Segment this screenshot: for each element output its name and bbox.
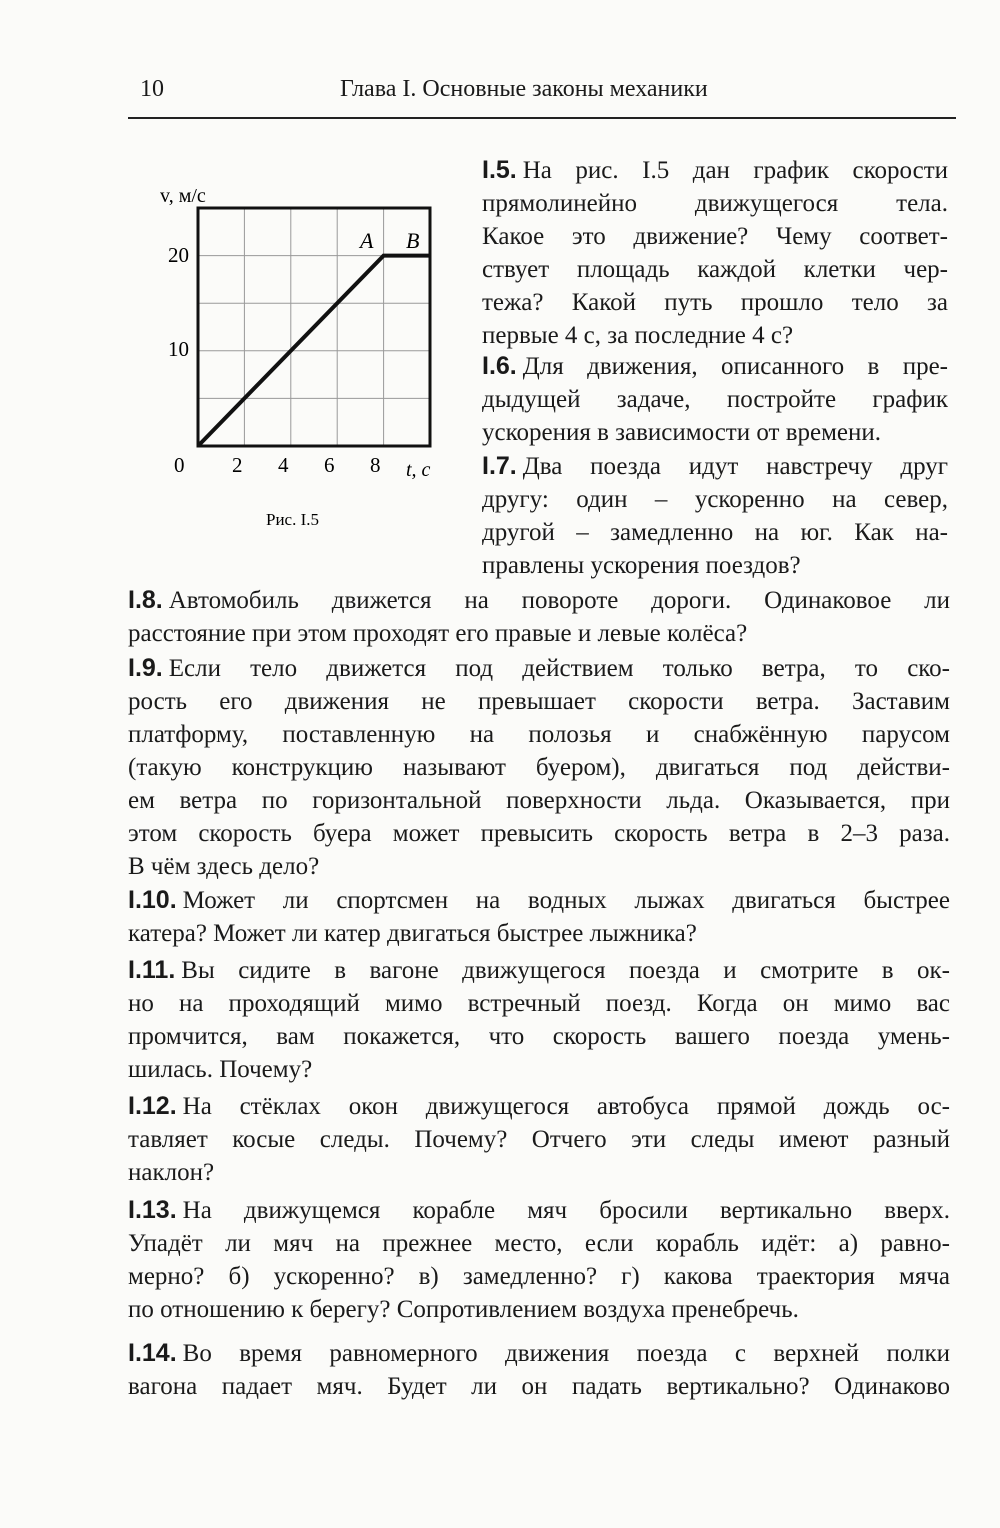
text-line xyxy=(128,1123,950,1156)
text-line xyxy=(482,286,948,319)
figure-velocity-graph xyxy=(150,180,450,540)
problem-I-14 xyxy=(128,1337,950,1403)
text-line xyxy=(128,784,950,817)
y-tick-10: 10 xyxy=(168,337,189,361)
text-line-content: шилась. Почему? xyxy=(128,1056,313,1083)
text-line-content: расстояние при этом проходят его правые и левые колёса? xyxy=(128,620,748,647)
problem-label: I.7. xyxy=(482,452,517,480)
text-line xyxy=(128,987,950,1020)
problem-I-8 xyxy=(128,584,950,650)
text-line xyxy=(128,850,950,883)
text-line-content: На стёклах окон движущегося автобуса прямой дождь ос- xyxy=(182,1093,950,1120)
text-line-content: тежа? Какой путь прошло тело за xyxy=(482,289,948,316)
text-line-content: В чём здесь дело? xyxy=(128,853,320,880)
text-line-content: другой – замедленно на юг. Как на- xyxy=(482,519,948,546)
problem-I-9 xyxy=(128,652,950,883)
text-line xyxy=(128,1090,950,1123)
problem-I-7 xyxy=(482,450,948,582)
problem-I-5 xyxy=(482,154,948,352)
text-line xyxy=(128,617,950,650)
problem-I-10 xyxy=(128,884,950,950)
text-line-content: но на проходящий мимо встречный поезд. Когда он мимо вас xyxy=(128,990,950,1017)
header-rule xyxy=(128,117,956,119)
text-line-content: Во время равномерного движения поезда с верхней полки xyxy=(182,1340,950,1367)
text-line xyxy=(128,1293,950,1326)
text-line xyxy=(128,884,950,917)
text-line xyxy=(482,483,948,516)
text-line xyxy=(128,718,950,751)
text-line-content: вагона падает мяч. Будет ли он падать вертикально? Одинаково xyxy=(128,1373,950,1400)
problem-I-6 xyxy=(482,350,948,449)
x-tick-0: 0 xyxy=(174,453,185,477)
text-line-content: тавляет косые следы. Почему? Отчего эти следы имеют разный xyxy=(128,1126,950,1153)
text-line xyxy=(482,383,948,416)
text-line-content: другу: один – ускоренно на север, xyxy=(482,486,948,513)
text-line xyxy=(482,220,948,253)
x-tick-4: 4 xyxy=(278,453,289,477)
problem-label: I.11. xyxy=(128,956,176,984)
y-tick-20: 20 xyxy=(168,243,189,267)
text-line-content: На рис. I.5 дан график скорости xyxy=(522,157,948,184)
text-line-content: мерно? б) ускоренно? в) замедленно? г) какова траектория мяча xyxy=(128,1263,950,1290)
text-line xyxy=(128,1020,950,1053)
text-line-content: Вы сидите в вагоне движущегося поезда и смотрите в ок- xyxy=(181,957,950,984)
problem-I-12 xyxy=(128,1090,950,1189)
text-line xyxy=(482,319,948,352)
text-line-content: ствует площадь каждой клетки чер- xyxy=(482,256,948,283)
text-line xyxy=(482,549,948,582)
text-line-content: ускорения в зависимости от времени. xyxy=(482,419,882,446)
text-line-content: Если тело движется под действием только ветра, то ско- xyxy=(168,655,950,682)
text-line-content: Какое это движение? Чему соответ- xyxy=(482,223,948,250)
text-line-content: катера? Может ли катер двигаться быстрее лыжника? xyxy=(128,920,697,947)
text-line-content: (такую конструкцию называют буером), двигаться под действи- xyxy=(128,754,950,781)
text-line-content: дыдущей задаче, постройте график xyxy=(482,386,948,413)
text-line xyxy=(128,584,950,617)
text-line-content: правлены ускорения поездов? xyxy=(482,552,801,579)
text-line-content: На движущемся корабле мяч бросили вертикально вверх. xyxy=(182,1197,950,1224)
text-line-content: этом скорость буера может превысить скорость ветра в 2–3 раза. xyxy=(128,820,950,847)
x-tick-8: 8 xyxy=(370,453,381,477)
text-line-content: первые 4 с, за последние 4 с? xyxy=(482,322,794,349)
text-line-content: Автомобиль движется на повороте дороги. Одинаковое ли xyxy=(168,587,950,614)
problem-label: I.12. xyxy=(128,1092,177,1120)
text-line xyxy=(128,1194,950,1227)
text-line xyxy=(128,751,950,784)
text-line xyxy=(482,350,948,383)
text-line xyxy=(128,1370,950,1403)
problem-I-13 xyxy=(128,1194,950,1326)
text-line-content: ем ветра по горизонтальной поверхности льда. Оказывается, при xyxy=(128,787,950,814)
problem-label: I.8. xyxy=(128,586,163,614)
text-line xyxy=(128,1227,950,1260)
text-line-content: рость его движения не превышает скорости ветра. Заставим xyxy=(128,688,950,715)
text-line xyxy=(482,187,948,220)
figure-caption: Рис. I.5 xyxy=(266,510,320,529)
problem-label: I.5. xyxy=(482,156,517,184)
text-line xyxy=(128,1156,950,1189)
problem-label: I.6. xyxy=(482,352,517,380)
x-tick-6: 6 xyxy=(324,453,335,477)
text-line xyxy=(482,253,948,286)
text-line-content: промчится, вам покажется, что скорость вашего поезда умень- xyxy=(128,1023,950,1050)
chapter-title: Глава I. Основные законы механики xyxy=(340,76,708,102)
text-line-content: Может ли спортсмен на водных лыжах двигаться быстрее xyxy=(182,887,950,914)
point-label-b: B xyxy=(406,228,420,253)
text-line xyxy=(128,685,950,718)
text-line xyxy=(128,1053,950,1086)
text-line xyxy=(482,416,948,449)
text-line-content: по отношению к берегу? Сопротивлением воздуха пренебречь. xyxy=(128,1296,799,1323)
text-line-content: Два поезда идут навстречу друг xyxy=(522,453,948,480)
problem-label: I.10. xyxy=(128,886,177,914)
text-line xyxy=(128,1337,950,1370)
problem-label: I.14. xyxy=(128,1339,177,1367)
text-line xyxy=(128,817,950,850)
text-line xyxy=(128,954,950,987)
text-line-content: Упадёт ли мяч на прежнее место, если корабль идёт: а) равно- xyxy=(128,1230,950,1257)
text-line-content: платформу, поставленную на полозья и снабжённую парусом xyxy=(128,721,950,748)
text-line xyxy=(128,652,950,685)
x-tick-2: 2 xyxy=(232,453,243,477)
text-line-content: прямолинейно движущегося тела. xyxy=(482,190,948,217)
x-axis-label: t, с xyxy=(406,459,431,481)
text-line xyxy=(482,516,948,549)
y-axis-label: v, м/с xyxy=(160,185,206,207)
page-number: 10 xyxy=(140,76,164,102)
text-line-content: наклон? xyxy=(128,1159,215,1186)
text-line-content: Для движения, описанного в пре- xyxy=(522,353,948,380)
text-line xyxy=(128,1260,950,1293)
text-line xyxy=(128,917,950,950)
text-line xyxy=(482,154,948,187)
problem-I-11 xyxy=(128,954,950,1086)
text-line xyxy=(482,450,948,483)
point-label-a: A xyxy=(360,228,374,253)
problem-label: I.13. xyxy=(128,1196,177,1224)
problem-label: I.9. xyxy=(128,654,163,682)
